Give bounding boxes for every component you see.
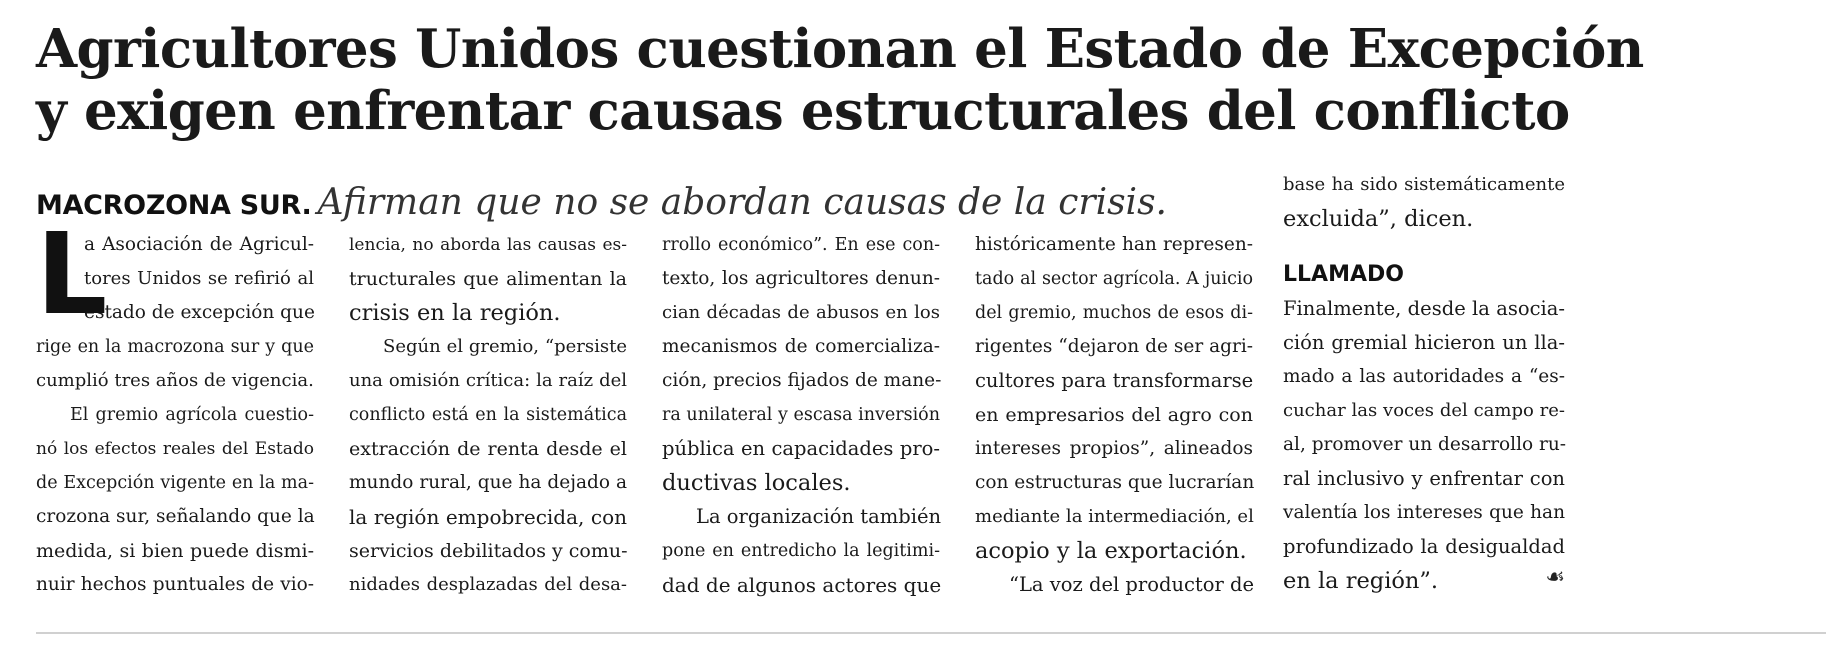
text-line: ductivas locales.: [662, 470, 851, 496]
text-line: tructurales que alimentan la: [349, 268, 627, 290]
text-line: a Asociación de Agricul-: [84, 234, 314, 255]
text-line: cuchar las voces del campo re-: [1283, 400, 1565, 421]
text-line: ción, precios fijados de mane-: [662, 370, 942, 391]
text-line: mundo rural, que ha dejado a: [349, 472, 627, 493]
text-line: “La voz del productor de: [1009, 573, 1255, 596]
text-line: la región empobrecida, con: [349, 505, 627, 529]
text-line: rrollo económico”. En ese con-: [662, 235, 940, 255]
text-line: crozona sur, señalando que la: [36, 506, 315, 527]
text-line: conflicto está en la sistemática: [349, 405, 627, 425]
text-line: base ha sido sistemáticamente: [1283, 174, 1565, 195]
text-line: históricamente han represen-: [975, 234, 1253, 255]
column-4: [975, 228, 1253, 602]
text-line: Según el gremio, “persiste: [383, 336, 627, 357]
text-line: mado a las autoridades a “es-: [1283, 366, 1565, 387]
text-line: tores Unidos se refirió al: [84, 268, 314, 289]
subhead-llamado: LLAMADO: [1283, 262, 1404, 287]
headline: [36, 18, 1736, 142]
text-line: crisis en la región.: [349, 300, 561, 326]
text-line: en la región”.: [1283, 568, 1439, 594]
text-line: mediante la intermediación, el: [975, 506, 1254, 527]
text-line: medida, si bien puede dismi-: [36, 540, 314, 562]
text-line: al, promover un desarrollo ru-: [1283, 434, 1567, 455]
headline-line-2: y exigen enfrentar causas estructurales del conflicto: [36, 80, 1570, 142]
text-line: pública en capacidades pro-: [662, 437, 940, 460]
text-line: servicios debilitados y comu-: [349, 540, 628, 562]
text-line: pone en entredicho la legitimi-: [662, 541, 940, 561]
text-line: La organización también: [696, 505, 942, 528]
column-1: [36, 210, 315, 602]
text-line: rigentes “dejaron de ser agri-: [975, 336, 1253, 357]
text-line: dad de algunos actores que: [662, 573, 942, 597]
text-line: cian décadas de abusos en los: [662, 302, 940, 323]
text-line: nuir hechos puntuales de vio-: [36, 574, 314, 595]
drop-cap: L: [36, 210, 108, 340]
text-line: estado de excepción que: [84, 302, 315, 323]
text-line: en empresarios del agro con: [975, 404, 1253, 426]
text-line: de Excepción vigente en la ma-: [36, 473, 314, 493]
end-mark-icon: ☙: [1545, 565, 1565, 590]
text-line: El gremio agrícola cuestio-: [70, 405, 314, 425]
text-line: del gremio, muchos de esos di-: [975, 303, 1253, 323]
kicker: MACROZONA SUR.: [36, 190, 312, 221]
text-line: intereses propios”, alineados: [975, 438, 1253, 459]
column-5: [1283, 168, 1565, 598]
text-line: lencia, no aborda las causas es-: [349, 235, 627, 255]
column-2: [349, 228, 627, 602]
text-line: ral inclusivo y enfrentar con: [1283, 467, 1565, 490]
deck: Afirman que no se abordan causas de la crisis.: [317, 182, 1167, 223]
drop-cap-paragraph: [36, 210, 315, 340]
text-line: nó los efectos reales del Estado: [36, 439, 314, 459]
text-line: cumplió tres años de vigencia.: [36, 370, 314, 391]
text-line: nidades desplazadas del desa-: [349, 574, 627, 595]
text-line: rige en la macrozona sur y que: [36, 337, 314, 357]
text-line: Finalmente, desde la asocia-: [1283, 297, 1565, 320]
text-line: texto, los agricultores denun-: [662, 268, 940, 289]
text-line: acopio y la exportación.: [975, 538, 1247, 564]
column-3: [662, 228, 940, 602]
text-line: tado al sector agrícola. A juicio: [975, 269, 1253, 289]
text-line: con estructuras que lucrarían: [975, 472, 1255, 493]
text-line: profundizado la desigualdad: [1283, 535, 1565, 558]
headline-line-1: Agricultores Unidos cuestionan el Estado de Excepción: [36, 18, 1644, 80]
text-line: excluida”, dicen.: [1283, 206, 1474, 232]
text-line: cultores para transformarse: [975, 369, 1254, 392]
text-line: una omisión crítica: la raíz del: [349, 370, 627, 391]
kicker-line: [36, 182, 1167, 223]
text-line: ción gremial hicieron un lla-: [1283, 331, 1565, 354]
text-line: valentía los intereses que han: [1283, 502, 1565, 523]
text-line: extracción de renta desde el: [349, 438, 627, 460]
text-line: mecanismos de comercializa-: [662, 336, 940, 357]
bottom-rule: [36, 632, 1826, 634]
text-line: ra unilateral y escasa inversión: [662, 405, 940, 425]
